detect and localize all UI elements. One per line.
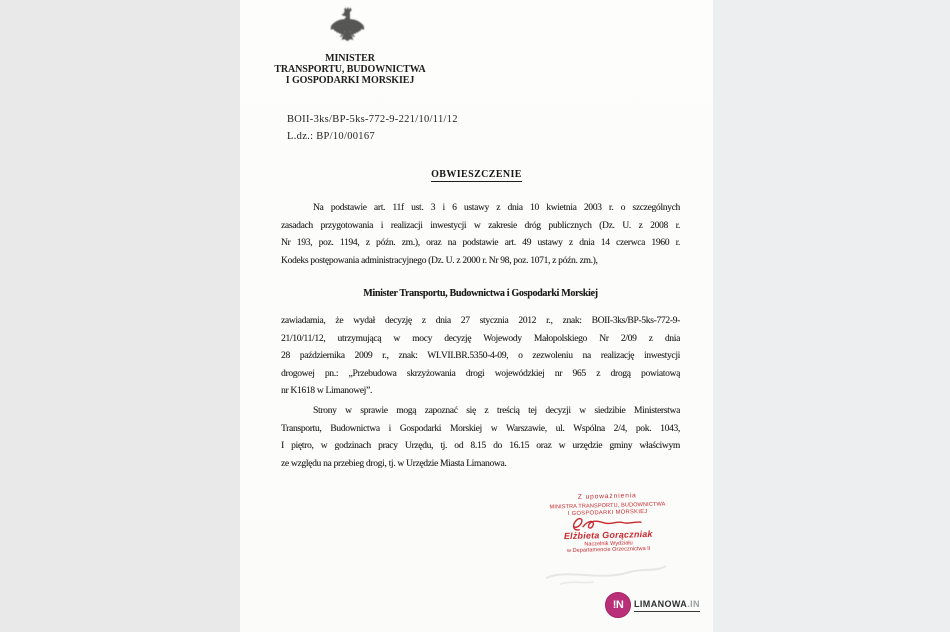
access-info-paragraph xyxy=(281,403,680,473)
scan-smudge xyxy=(540,554,670,590)
signatory-name: Elżbieta Gorączniak xyxy=(563,528,653,542)
text-line: 21/10/11/12, utrzymującą w mocy decyzję Wojewody Małopolskiego Nr 2/09 z dnia xyxy=(281,333,680,344)
text-line: drogowej pn.: „Przebudowa skrzyżowania drogi wojewódzkiej nr 965 z drogą powiatową xyxy=(281,368,680,379)
text-line: I piętro, w godzinach pracy Urzędu, tj. od 8.15 do 16.15 oraz w urzędzie gminy właściwym xyxy=(281,441,680,452)
letterhead-line: TRANSPORTU, BUDOWNICTWA xyxy=(274,64,426,75)
letterhead xyxy=(250,53,450,86)
letterhead-line: I GOSPODARKI MORSKIEJ xyxy=(285,75,415,86)
issuer-heading: Minister Transportu, Budownictwa i Gospodarki Morskiej xyxy=(363,288,598,299)
signatory-department: w Departamencie Orzecznictwa II xyxy=(566,545,651,554)
letterhead-line: MINISTER xyxy=(325,53,375,64)
text-line: Nr 193, poz. 1194, z późn. zm.), oraz na podstawie art. 49 ustawy z dnia 14 czerwca 1960 r. xyxy=(281,238,680,249)
text-line: zasadach przygotowania i realizacji inwestycji w zakresie dróg publicznych (Dz. U. z 2008 r. xyxy=(281,220,680,231)
case-number: BOII-3ks/BP-5ks-772-9-221/10/11/12 xyxy=(287,114,458,125)
decision-paragraph xyxy=(281,313,680,401)
official-stamp xyxy=(522,489,694,559)
logo-name: LIMANOWA xyxy=(634,599,688,609)
text-line: Kodeks postępowania administracyjnego (Dz. U. z 2000 r. Nr 98, poz. 1071, z późn. zm.), xyxy=(281,255,598,266)
text-line: Na podstawie art. 11f ust. 3 i 6 ustawy z dnia 10 kwietnia 2003 r. o szczególnych xyxy=(313,203,680,213)
legal-basis-paragraph xyxy=(281,200,680,270)
text-line: Strony w sprawie mogą zapoznać się z treścią tej decyzji w siedzibie Ministerstwa xyxy=(313,406,680,416)
logo-text xyxy=(634,598,700,612)
stamp-minister-line2: I GOSPODARKI MORSKIEJ xyxy=(567,508,648,518)
document-title: OBWIESZCZENIE xyxy=(431,169,522,180)
polish-eagle-icon xyxy=(326,6,368,49)
document-page xyxy=(240,0,713,632)
text-line: 28 października 2009 r., znak: WI.VII.BR.5350-4-09, o zezwoleniu na realizację inwestycji xyxy=(281,351,680,362)
stamp-authorization-line: Z upoważnienia xyxy=(577,492,637,501)
stamp-minister-line: MINISTRA TRANSPORTU, BUDOWNICTWA xyxy=(549,500,666,511)
text-line: ze względu na przebieg drogi, tj. w Urzędzie Miasta Limanowa. xyxy=(281,458,507,469)
signatory-title: Naczelnik Wydziału xyxy=(584,539,633,548)
logo-suffix: .IN xyxy=(687,599,700,609)
journal-number: L.dz.: BP/10/00167 xyxy=(287,131,375,142)
text-line: Transportu, Budownictwa i Gospodarki Morskiej w Warszawie, ul. Wspólna 2/4, pok. 1043, xyxy=(281,423,680,434)
limanowa-watermark-logo xyxy=(605,591,700,619)
text-line: nr K1618 w Limanowej”. xyxy=(281,386,373,397)
text-line: zawiadamia, że wydał decyzję z dnia 27 stycznia 2012 r., znak: BOII-3ks/BP-5ks-772-9- xyxy=(281,316,680,326)
logo-badge-icon: !N xyxy=(605,592,631,618)
